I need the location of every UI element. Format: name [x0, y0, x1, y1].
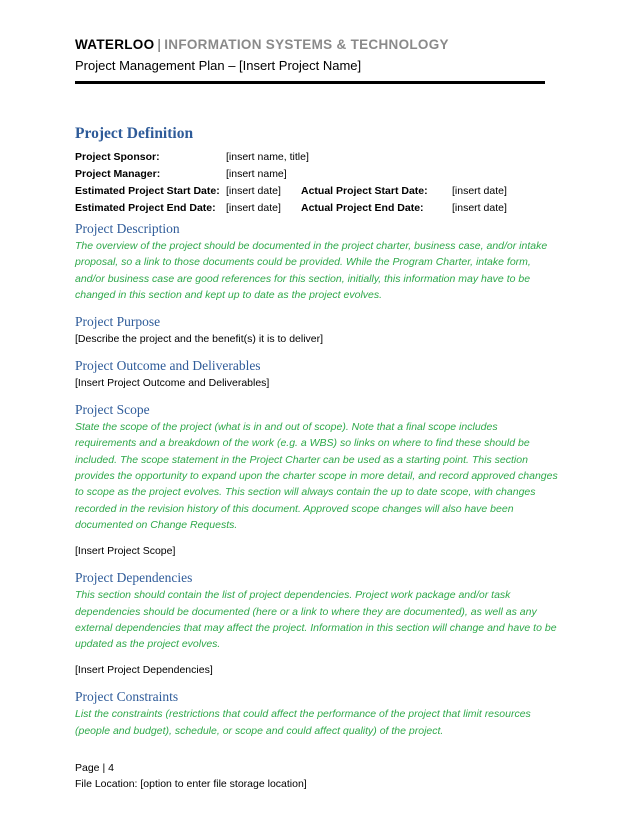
scope-section	[75, 401, 565, 559]
guidance-line: dependencies should be documented (here or a link to where they are documented), as well as any	[75, 605, 537, 618]
table-row	[75, 165, 507, 182]
brand-separator: |	[157, 37, 162, 52]
est-end-value: [insert date]	[226, 201, 281, 214]
table-row	[75, 148, 507, 165]
scope-heading: Project Scope	[75, 402, 150, 418]
act-start-label: Actual Project Start Date:	[301, 184, 428, 197]
guidance-line: documented on Change Requests.	[75, 518, 238, 531]
page-content	[75, 124, 565, 739]
sponsor-label: Project Sponsor:	[75, 150, 160, 163]
page-number: Page | 4	[75, 762, 114, 774]
scope-placeholder: [Insert Project Scope]	[75, 545, 176, 558]
header-rule	[75, 81, 545, 84]
project-definition-table	[75, 148, 507, 216]
est-end-label: Estimated Project End Date:	[75, 201, 216, 214]
dependencies-heading: Project Dependencies	[75, 570, 193, 586]
manager-value: [insert name]	[226, 167, 287, 180]
page-header	[75, 36, 545, 74]
act-end-label: Actual Project End Date:	[301, 201, 424, 214]
purpose-section	[75, 313, 565, 347]
guidance-line: changed in this section and kept up to date as the project evolves.	[75, 288, 383, 301]
guidance-line: updated as the project evolves.	[75, 638, 221, 651]
guidance-line: proposal, so a link to those documents could be provided. While the Program Charter, intake form,	[75, 256, 531, 269]
description-guidance	[75, 238, 565, 303]
page-footer	[75, 760, 307, 792]
constraints-heading: Project Constraints	[75, 689, 179, 705]
guidance-line: requirements and a breakdown of the work (e.g. a WBS) so links on where to find these should be	[75, 437, 530, 450]
act-end-value: [insert date]	[452, 201, 507, 214]
dependencies-section	[75, 569, 565, 678]
constraints-guidance	[75, 706, 565, 739]
guidance-line: (people and budget), schedule, or scope and could affect quality) of the project.	[75, 724, 444, 737]
sponsor-value: [insert name, title]	[226, 150, 309, 163]
scope-guidance	[75, 419, 565, 533]
guidance-line: recorded in the revision history of this document. Approved scope changes will also have been	[75, 502, 514, 515]
table-row	[75, 182, 507, 199]
outcome-placeholder: [Insert Project Outcome and Deliverables]	[75, 377, 270, 390]
description-heading: Project Description	[75, 221, 180, 236]
file-location: File Location: [option to enter file storage location]	[75, 778, 307, 790]
brand-wordmark	[75, 36, 545, 54]
description-section	[75, 220, 565, 303]
brand-secondary: INFORMATION SYSTEMS & TECHNOLOGY	[164, 37, 449, 52]
guidance-line: List the constraints (restrictions that could affect the performance of the project that limit resources	[75, 708, 531, 721]
brand-primary: WATERLOO	[75, 37, 155, 52]
guidance-line: This section should contain the list of project dependencies. Project work package and/or task	[75, 589, 511, 602]
purpose-placeholder: [Describe the project and the benefit(s) it is to deliver]	[75, 333, 324, 346]
guidance-line: The overview of the project should be documented in the project charter, business case, and/or intake	[75, 240, 548, 252]
constraints-section	[75, 688, 565, 739]
outcome-section	[75, 357, 565, 391]
dependencies-guidance	[75, 587, 565, 652]
guidance-line: to scope as the project evolves. This section will always contain the up to date scope, with changes	[75, 486, 536, 499]
purpose-heading: Project Purpose	[75, 314, 161, 330]
manager-label: Project Manager:	[75, 167, 161, 180]
dependencies-placeholder: [Insert Project Dependencies]	[75, 664, 213, 677]
est-start-label: Estimated Project Start Date:	[75, 184, 220, 197]
outcome-heading: Project Outcome and Deliverables	[75, 358, 261, 374]
guidance-line: provides the opportunity to expand upon the charter scope in more detail, and record approved changes	[75, 470, 558, 483]
guidance-line: and/or business case are good references for this section, initially, this information may have to be	[75, 272, 531, 285]
guidance-line: external dependencies that may affect the project. Information in this section will change and have to be	[75, 621, 557, 634]
est-start-value: [insert date]	[226, 184, 281, 197]
project-definition-title: Project Definition	[75, 125, 194, 142]
act-start-value: [insert date]	[452, 184, 507, 197]
guidance-line: included. The scope statement in the Project Charter can be used as a starting point. This section	[75, 453, 528, 466]
document-title: Project Management Plan – [Insert Project Name]	[75, 58, 362, 73]
table-row	[75, 199, 507, 216]
guidance-line: State the scope of the project (what is in and out of scope). Note that a final scope includes	[75, 421, 498, 434]
